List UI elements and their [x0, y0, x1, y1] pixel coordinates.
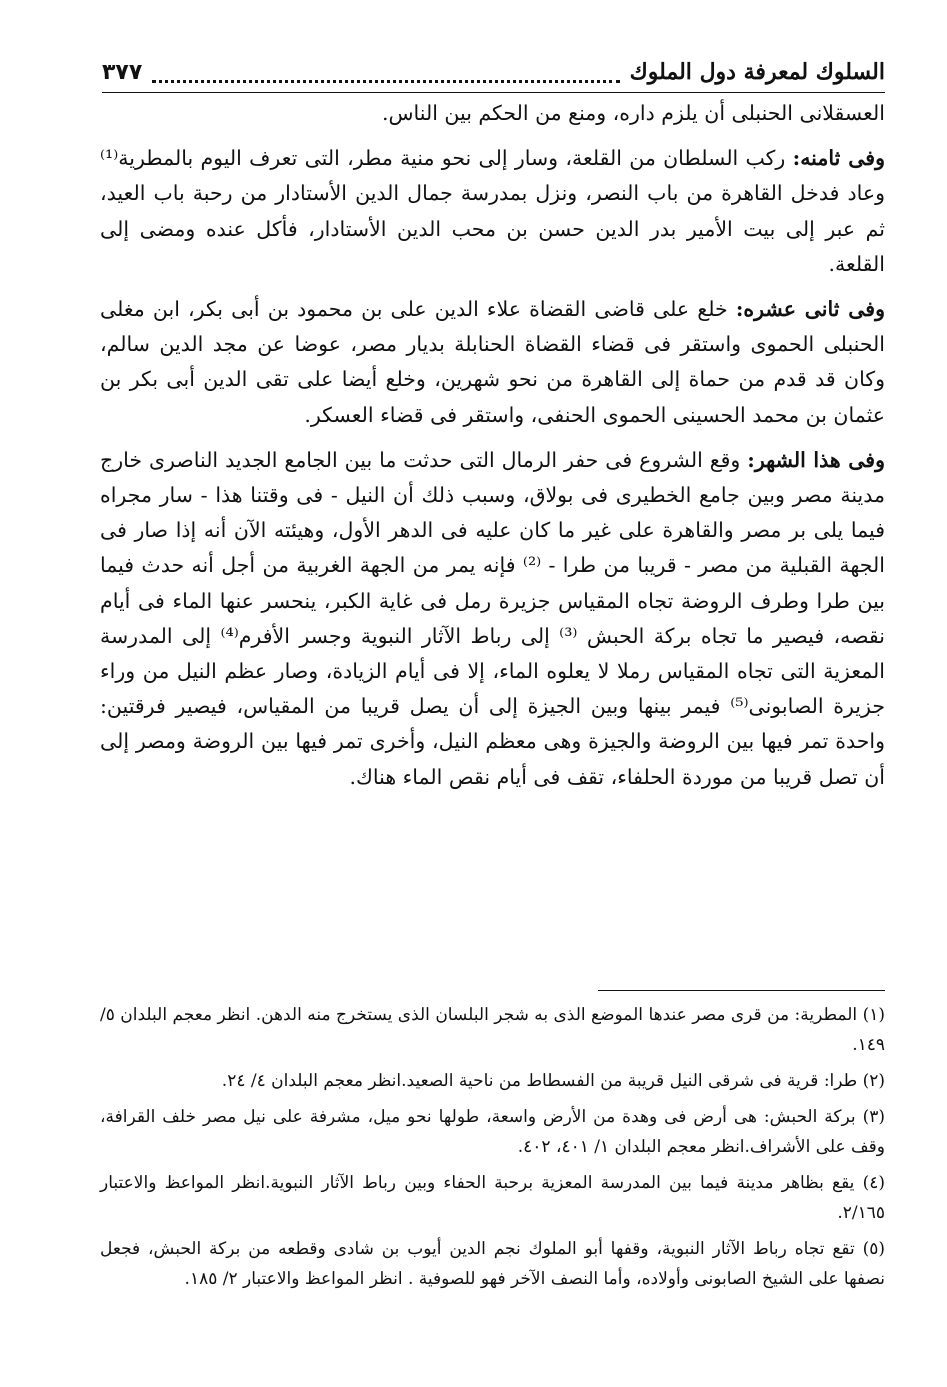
footnote-separator	[598, 990, 885, 991]
footnotes	[100, 1000, 885, 1300]
footnote: (١) المطرية: من قرى مصر عندها الموضع الذى به شجر البلسان الذى يستخرج منه الدهن. انظر معجم البلدان ٥/ ١٤٩.	[100, 1005, 885, 1055]
paragraph	[100, 96, 885, 131]
paragraph-text: ركب السلطان من القلعة، وسار إلى نحو منية مطر، التى تعرف اليوم بالمطرية⁽¹⁾ وعاد فدخل القاهرة من باب النصر، ونزل بمدرسة جمال الدين الأستادار من رحبة باب العيد، ثم عبر إلى بيت الأمير بدر الدين حسن بن محب الدين الأستادار، فأكل عنده ومضى إلى القلعة.	[100, 146, 885, 276]
dotted-leader	[152, 72, 619, 83]
footnote: (٤) يقع بظاهر مدينة فيما بين المدرسة المعزية برحبة الحفاء وبين رباط الآثار النبوية.انظر المواعظ والاعتبار ٢/١٦٥.	[100, 1173, 885, 1223]
paragraph-text: وقع الشروع فى حفر الرمال التى حدثت ما بين الجامع الجديد الناصرى خارج مدينة مصر وبين جامع الخطيرى فى بولاق، وسبب ذلك أن النيل - فى وقتنا هذا - سار مجراه فيما يلى بر مصر والقاهرة على غير ما كان عليه فى الدهر الأول، وهيئته الآن أنه إذا صار فى الجهة القبلية من مصر - قريبا من طرا - ⁽²⁾ فإنه يمر من الجهة الغربية من أجل أنه حدث فيما بين طرا وطرف الروضة تجاه المقياس جزيرة رمل فى غاية الكبر، ينحسر عنها الماء فى أيام نقصه، فيصير ما تجاه بركة الحبش ⁽³⁾ إلى رباط الآثار النبوية وجسر الأفرم⁽⁴⁾ إلى المدرسة المعزية التى تجاه المقياس رملا لا يعلوه الماء، إلا فى أيام الزيادة، وصار عظم النيل من وراء جزيرة الصابونى⁽⁵⁾ فيمر بينها وبين الجيزة إلى أن يصل قريبا من المقياس، فيصير فرقتين: واحدة تمر فيها بين الروضة والجيزة وهى معظم النيل، وأخرى تمر فيها بين الروضة ومصر إلى أن تصل قريبا من موردة الحلفاء، تقف فى أيام نقص الماء هناك.	[100, 447, 885, 789]
paragraph	[100, 443, 885, 795]
paragraph	[100, 292, 885, 433]
paragraph	[100, 141, 885, 282]
paragraph-text: خلع على قاضى القضاة علاء الدين على بن محمود بن أبى بكر، ابن مغلى الحنبلى الحموى واستقر فى قضاء القضاة الحنابلة بديار مصر، عوضا عن مجد الدين سالم، وكان قد قدم من حماة إلى القاهرة من نحو شهرين، وخلع أيضا على تقى الدين أبى بكر بن عثمان بن محمد الحسينى الحموى الحنفى، واستقر فى قضاء العسكر.	[100, 297, 885, 427]
main-text	[100, 96, 885, 805]
paragraph-lead: وفى ثانى عشره:	[735, 297, 885, 322]
page-number: ٣٧٧	[102, 59, 143, 85]
paragraph-text: العسقلانى الحنبلى أن يلزم داره، ومنع من الحكم بين الناس.	[381, 101, 885, 125]
paragraph-lead: وفى ثامنه:	[792, 146, 885, 171]
footnote: (٢) طرا: قرية فى شرقى النيل قريبة من الفسطاط من ناحية الصعيد.انظر معجم البلدان ٤/ ٢٤.	[221, 1071, 885, 1091]
paragraph-lead: وفى هذا الشهر:	[747, 447, 886, 472]
footnote: (٣) بركة الحبش: هى أرض فى وهدة من الأرض واسعة، طولها نحو ميل، مشرفة على نيل مصر خلف القرافة، وقف على الأشراف.انظر معجم البلدان ١/ ٤٠١، ٤٠٢.	[100, 1107, 885, 1157]
running-title: السلوك لمعرفة دول الملوك	[629, 59, 885, 85]
footnote: (٥) تقع تجاه رباط الآثار النبوية، وقفها أبو الملوك نجم الدين أيوب بن شادى وقطعه من بركة الحبش، فجعل نصفها على الشيخ الصابونى وأولاده، وأما النصف الآخر فهو للصوفية . انظر المواعظ والاعتبار ٢/ ١٨٥.	[100, 1239, 885, 1289]
page-header	[102, 52, 885, 93]
